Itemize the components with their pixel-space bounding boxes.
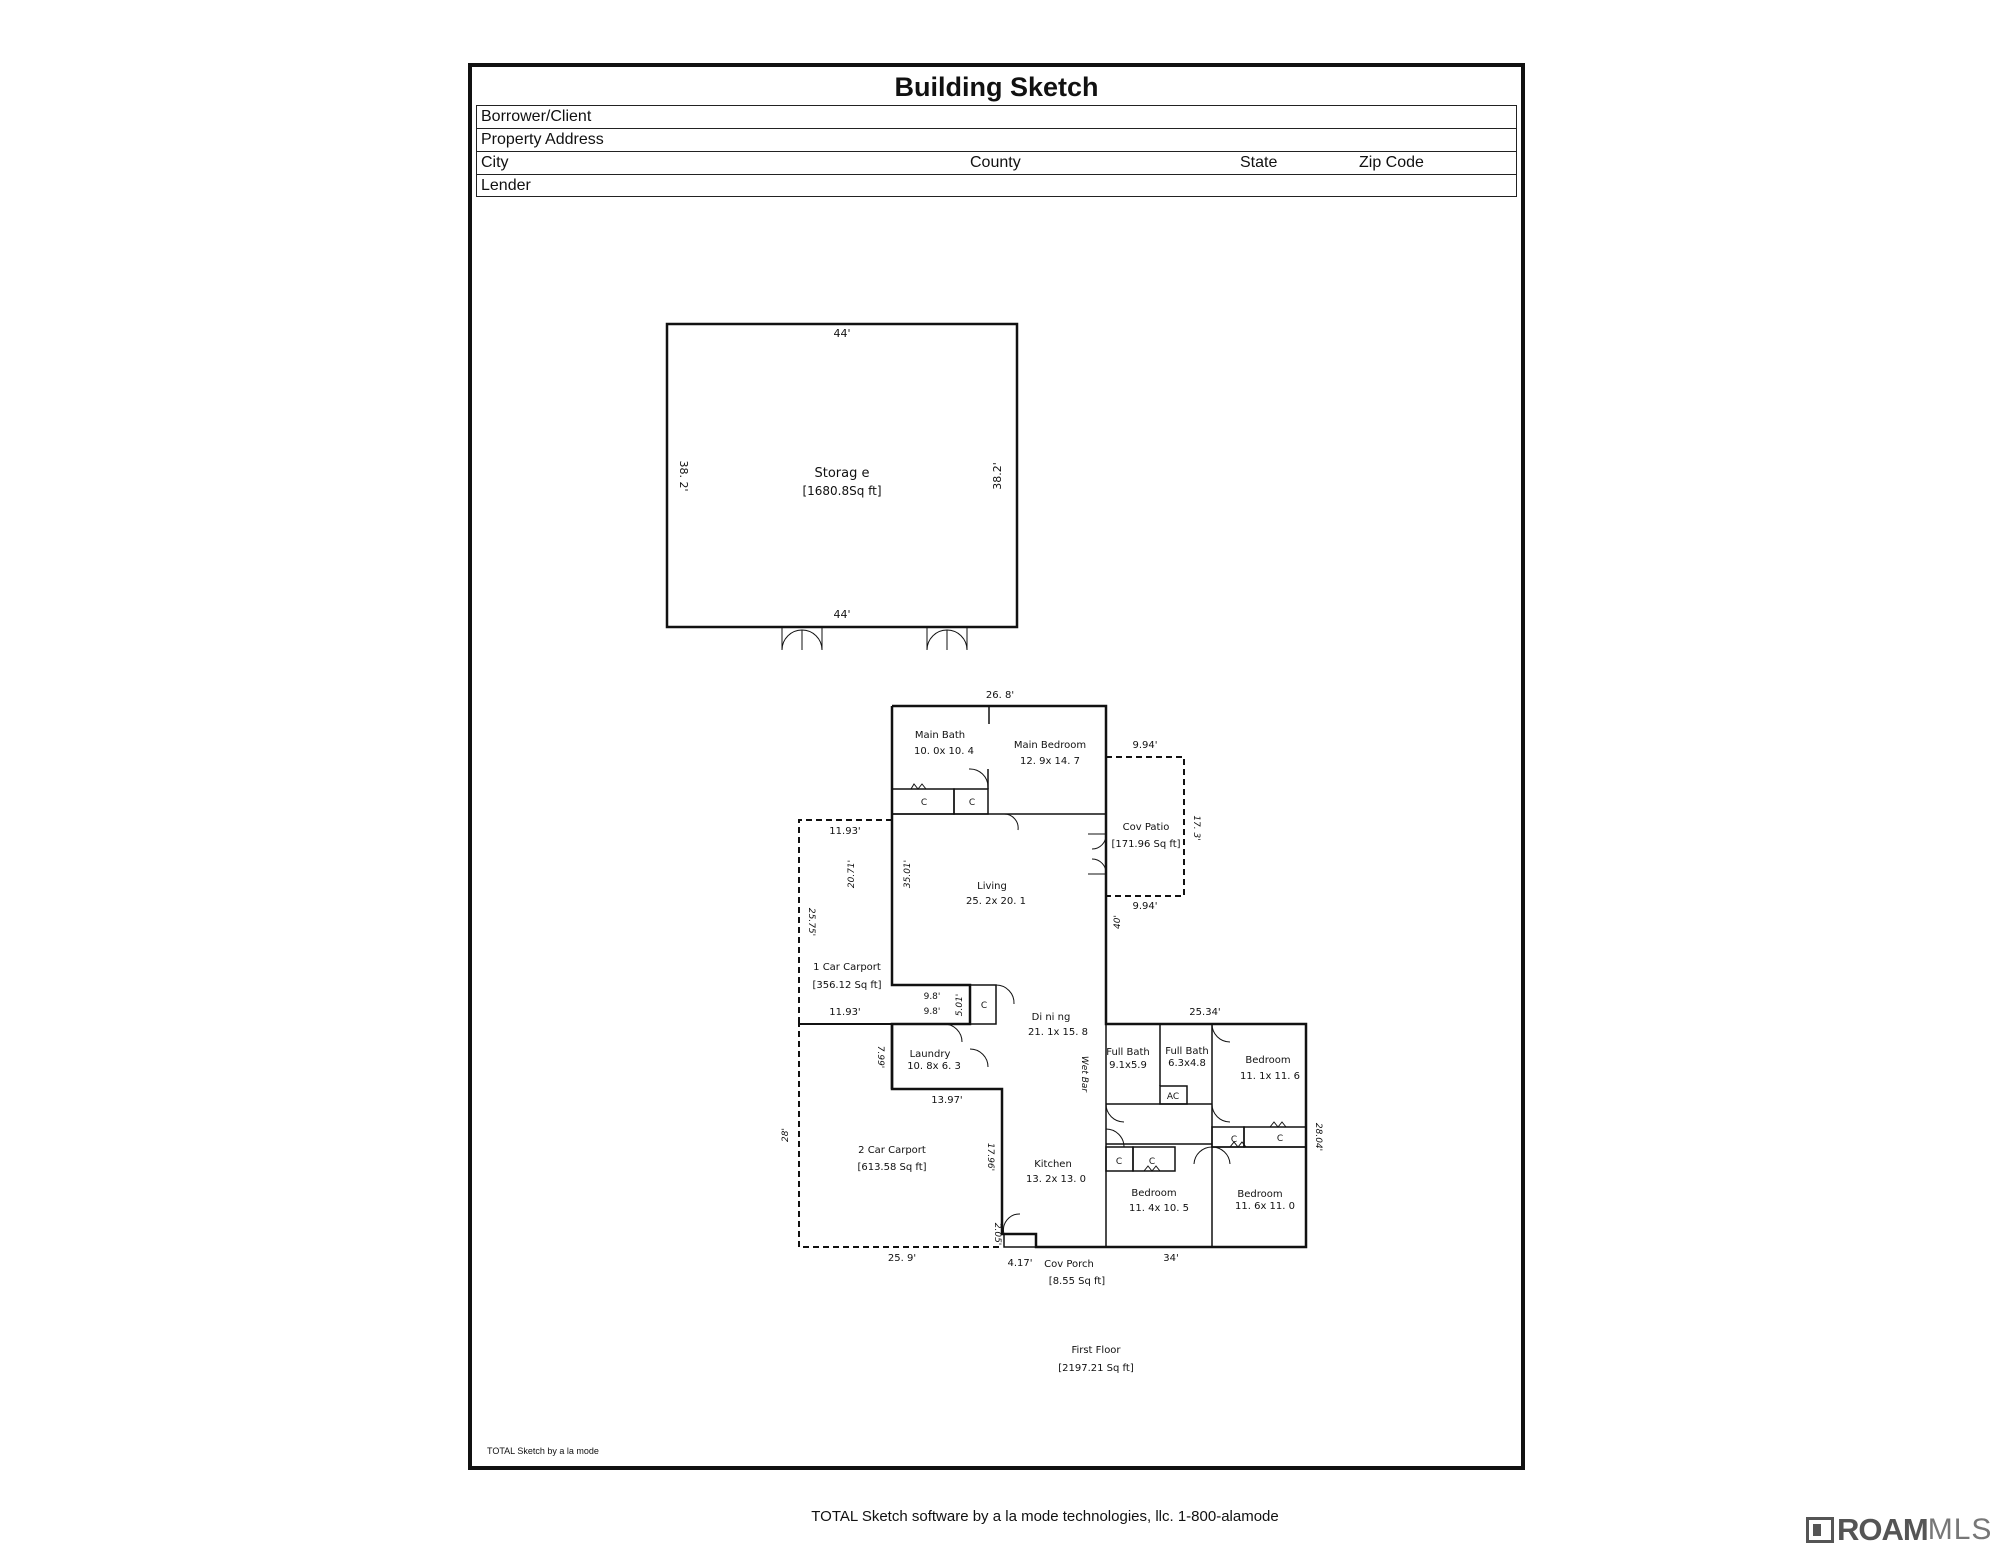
state-label: State [1240,154,1278,171]
storage-top-dim: 44' [833,327,851,340]
dim-98a: 9.8' [923,992,941,1002]
roam-mls-logo [1806,1512,1992,1548]
address-label: Property Address [481,131,604,148]
closet-2: C [968,798,976,808]
dim-carport1-inner: 20.71' [847,859,857,889]
roam-logo-icon [1806,1517,1834,1543]
dim-porch-side: 2.05' [992,1222,1002,1246]
carport2-area: [613.58 Sq ft] [857,1162,927,1173]
dim-carport1-bottom: 11.93' [829,1007,861,1018]
dim-bottom-right: 34' [1163,1253,1179,1264]
borrower-label: Borrower/Client [481,108,592,125]
kitchen-size: 13. 2x 13. 0 [1026,1174,1086,1185]
dim-501: 5.01' [955,993,965,1017]
full-bath1-label: Full Bath [1106,1047,1150,1058]
zip-label: Zip Code [1359,154,1424,171]
bedroom-ne-label: Bedroom [1245,1055,1291,1066]
bedroom-s-label: Bedroom [1131,1188,1177,1199]
carport2-label: 2 Car Carport [858,1145,926,1156]
bedroom-ne-size: 11. 1x 11. 6 [1240,1071,1300,1082]
dim-bottom-left: 25. 9' [887,1253,917,1264]
dining-size: 21. 1x 15. 8 [1028,1027,1088,1038]
dim-carport1-top: 11.93' [829,826,861,837]
bedroom-se-size: 11. 6x 11. 0 [1235,1201,1295,1212]
dim-carport1-side: 25.75' [806,907,816,937]
storage-area: [1680.8Sq ft] [802,484,882,498]
full-bath1-size: 9.1x5.9 [1109,1060,1147,1071]
cov-patio-area: [171.96 Sq ft] [1111,839,1181,850]
floor-plan [472,67,1521,1466]
dim-carport2-side: 28' [781,1128,791,1142]
floor-name: First Floor [1071,1345,1121,1356]
storage-door-left [782,627,822,650]
dim-laundry-side: 7.99' [875,1045,885,1069]
storage-door-right [927,627,967,650]
sketch-sheet [468,63,1525,1470]
footer-credit [0,1508,2000,1525]
laundry-label: Laundry [909,1049,951,1060]
main-bath-label: Main Bath [914,730,966,741]
closet-6: C [1115,1157,1123,1167]
dim-kitchen-side: 17.96' [985,1142,995,1172]
house-outline [892,706,1306,1247]
closet-5: C [1276,1134,1284,1144]
storage-bottom-dim: 44' [833,608,851,621]
ac-label: AC [1166,1092,1180,1102]
footer-credit-text: TOTAL Sketch software by a la mode technologies, llc. 1-800-alamode [811,1508,1279,1525]
carport1-area: [356.12 Sq ft] [812,980,882,991]
laundry-size: 10. 8x 6. 3 [907,1061,961,1072]
cov-porch-label: Cov Porch [1044,1259,1094,1270]
main-bath-size: 10. 0x 10. 4 [914,746,974,757]
lender-label: Lender [481,177,531,194]
dim-top: 26. 8' [985,690,1015,701]
bedroom-s-size: 11. 4x 10. 5 [1129,1203,1189,1214]
full-bath2-size: 6.3x4.8 [1168,1058,1206,1069]
closet-marks [911,784,1286,1171]
logo-main-text: ROAM [1837,1512,1928,1547]
main-bedroom-label: Main Bedroom [1013,740,1087,751]
closet-4: C [1230,1135,1238,1145]
county-label: County [970,154,1021,171]
dim-right-side: 28.04' [1313,1122,1323,1152]
full-bath2-label: Full Bath [1165,1046,1209,1057]
dim-right-40: 40' [1113,915,1123,929]
storage-right-dim: 38.2' [991,462,1004,490]
wet-bar-label: Wet Bar [1079,1055,1089,1093]
dim-patio-side: 17. 3' [1191,815,1201,841]
inner-credit: TOTAL Sketch by a la mode [487,1446,599,1456]
living-label: Living [977,881,1007,892]
dim-98b: 9.8' [923,1007,941,1017]
storage-name: Storag e [814,466,870,481]
closet-3: C [980,1001,988,1011]
bedroom-se-label: Bedroom [1237,1189,1283,1200]
closet-7: C [1148,1157,1156,1167]
dim-patio-bottom: 9.94' [1132,901,1158,912]
logo-sub-text: MLS [1927,1513,1993,1546]
page-title: Building Sketch [894,72,1099,102]
carport2-outline [799,1024,1002,1247]
cov-porch-area: [8.55 Sq ft] [1048,1276,1106,1287]
dim-living-side: 35.01' [903,859,913,889]
carport1-label: 1 Car Carport [813,962,881,973]
closet-1: C [920,798,928,808]
kitchen-label: Kitchen [1034,1159,1072,1170]
dim-porch-bottom: 4.17' [1007,1258,1033,1269]
living-size: 25. 2x 20. 1 [966,896,1026,907]
dim-laundry-bottom: 13.97' [931,1095,963,1106]
cov-patio-label: Cov Patio [1122,822,1170,833]
storage-left-dim: 38. 2' [677,460,690,492]
main-bedroom-size: 12. 9x 14. 7 [1020,756,1080,767]
interior-walls [892,706,1306,1247]
dim-right-wing-top: 25.34' [1189,1007,1221,1018]
floor-area: [2197.21 Sq ft] [1058,1363,1134,1374]
dining-label: Di ni ng [1031,1012,1071,1023]
dim-patio-top: 9.94' [1132,740,1158,751]
city-label: City [481,154,509,171]
